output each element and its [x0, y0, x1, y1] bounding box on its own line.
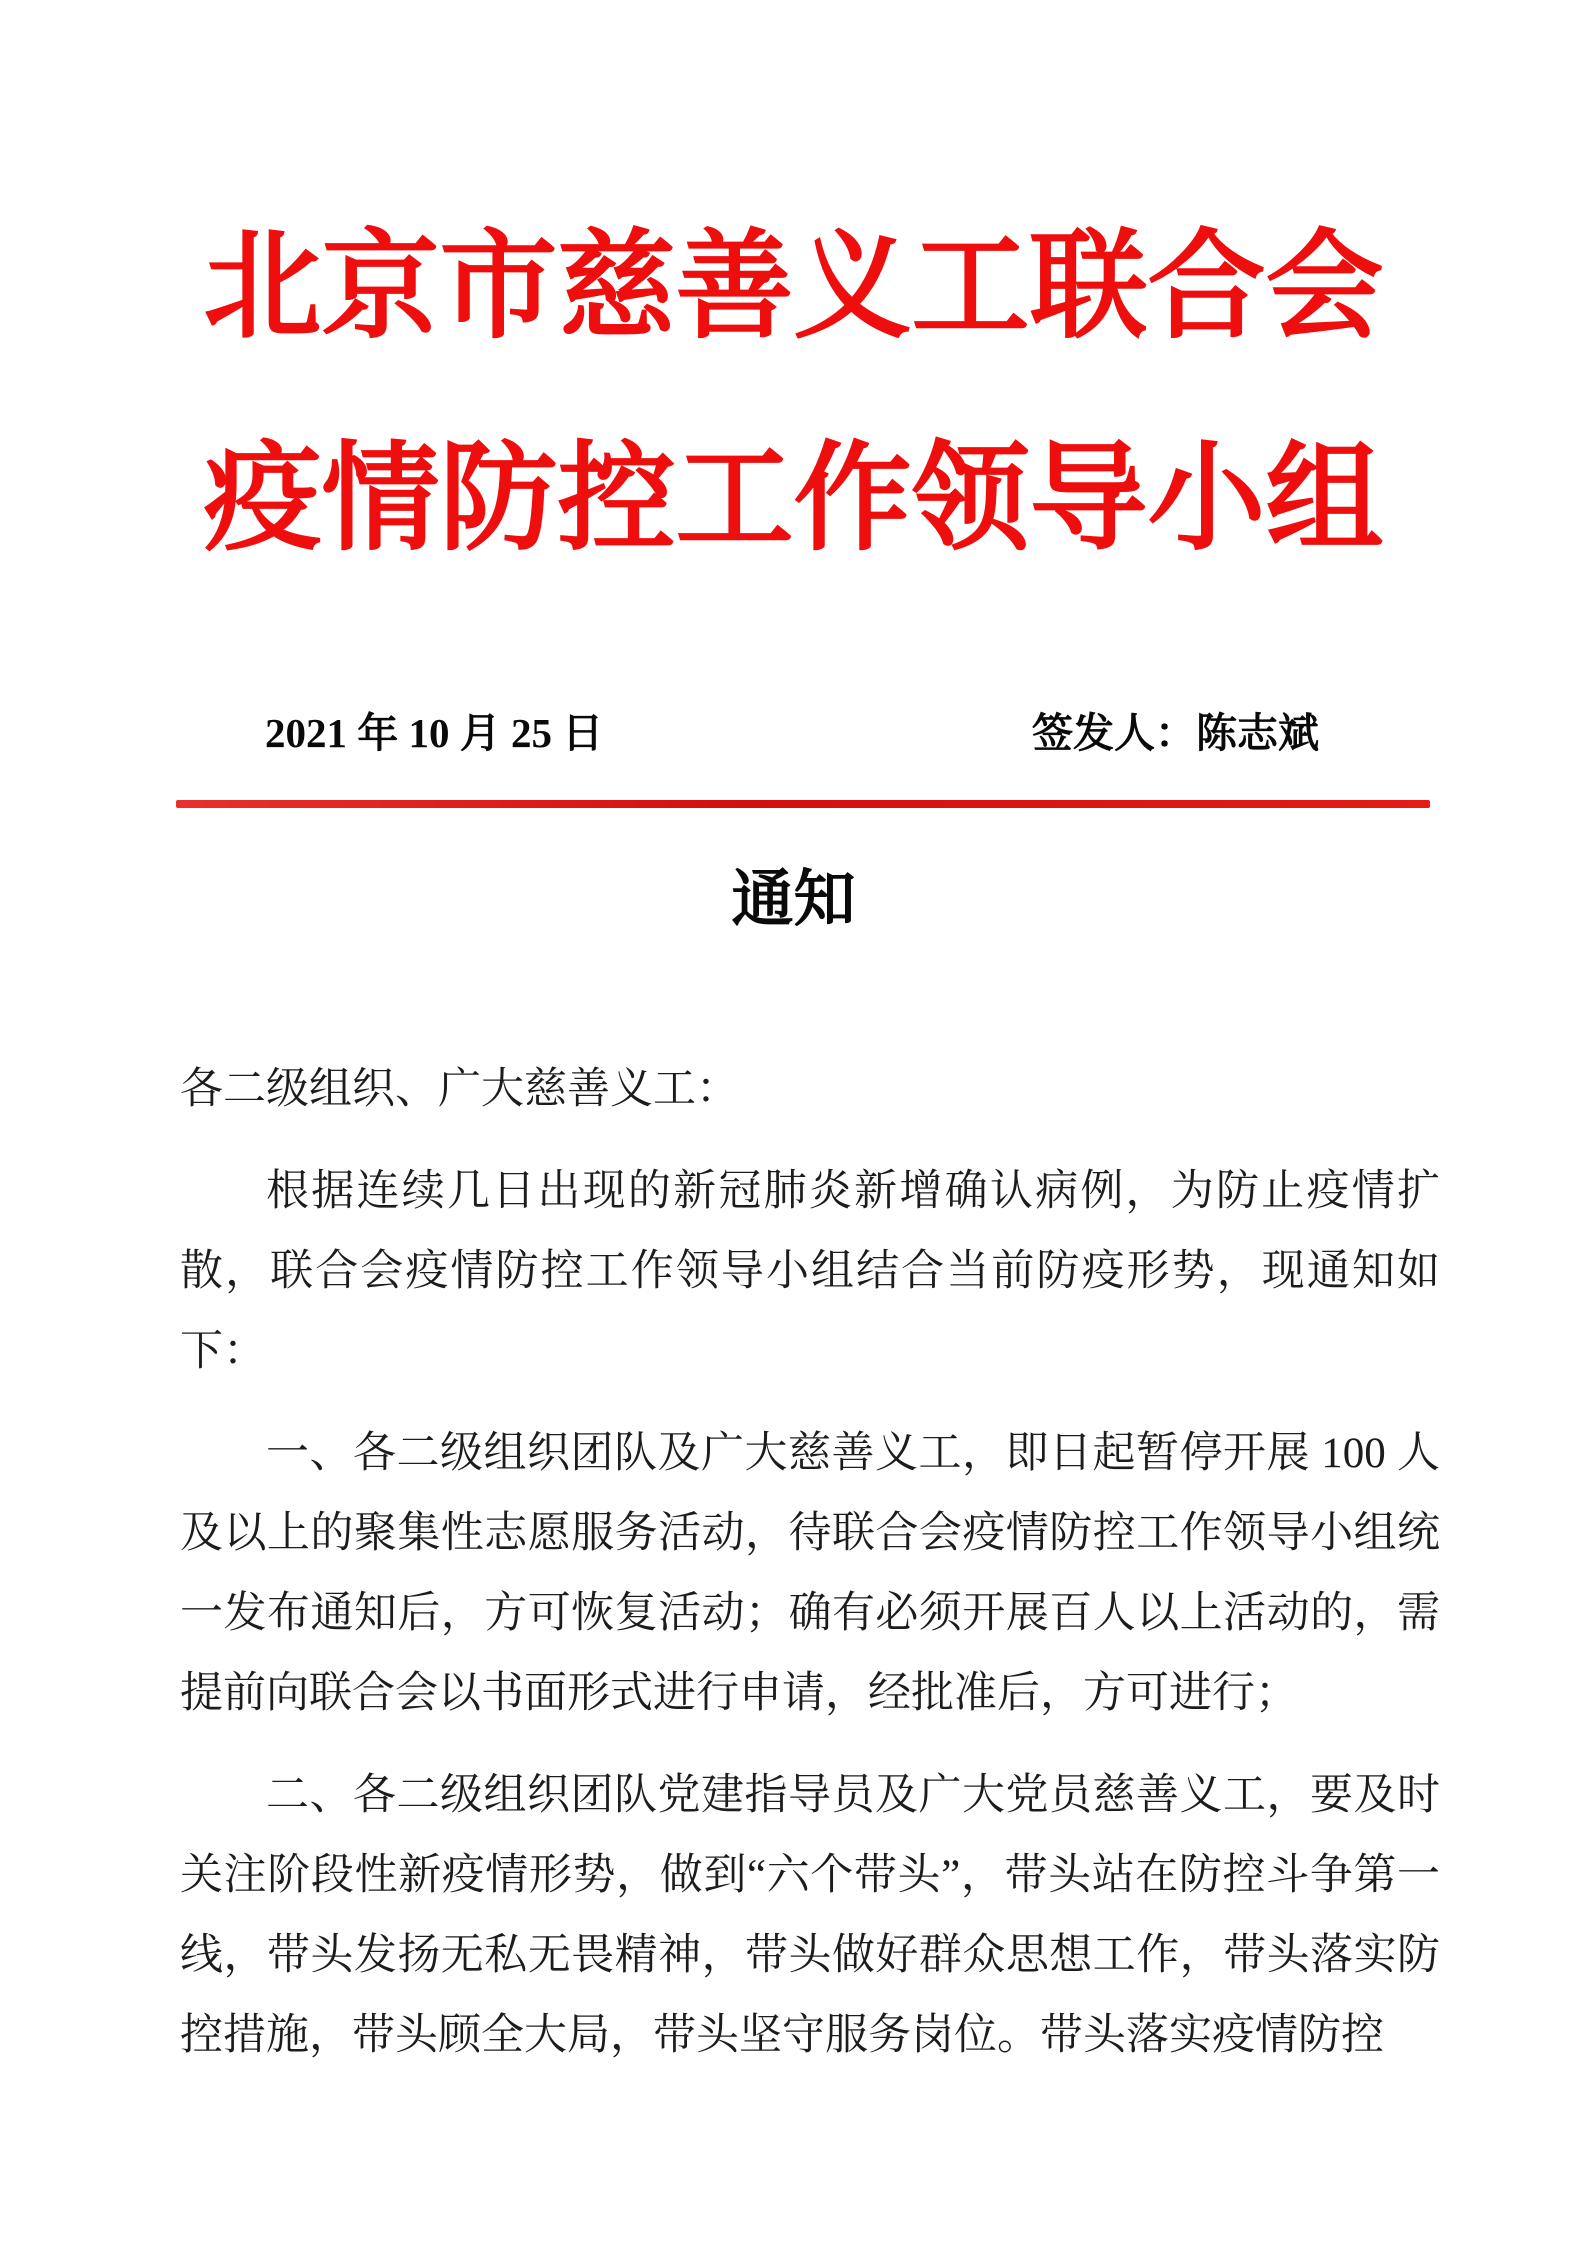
- body-paragraph-intro: 根据连续几日出现的新冠肺炎新增确认病例，为防止疫情扩散，联合会疫情防控工作领导小组结合当前防疫形势，现通知如下：: [180, 1168, 1440, 1375]
- body-paragraph-item2: 二、各二级组织团队党建指导员及广大党员慈善义工，要及时关注阶段性新疫情形势，做到“六个带头”，带头站在防控斗争第一线，带头发扬无私无畏精神，带头做好群众思想工作，带头落实防控措施，带头顾全大局，带头坚守服务岗位。带头落实疫情防控: [180, 1772, 1440, 2059]
- body-paragraph-item1: 一、各二级组织团队及广大慈善义工，即日起暂停开展 100 人及以上的聚集性志愿服务活动，待联合会疫情防控工作领导小组统一发布通知后，方可恢复活动；确有必须开展百人以上活动的，需提前向联合会以书面形式进行申请，经批准后，方可进行；: [180, 1430, 1440, 1717]
- doc-title: 通知: [731, 866, 856, 934]
- red-divider: [176, 800, 1430, 808]
- org-title-line2: 疫情防控工作领导小组: [203, 434, 1384, 565]
- meta-row: [0, 710, 1587, 756]
- signer-name: 签发人：陈志斌: [1032, 710, 1319, 756]
- org-title-line1: 北京市慈善义工联合会: [203, 222, 1384, 353]
- issue-date: 2021 年 10 月 25 日: [265, 710, 604, 756]
- org-title: [0, 0, 1587, 606]
- salutation: 各二级组织、广大慈善义工：: [180, 1066, 739, 1113]
- doc-body: [180, 1050, 1440, 2076]
